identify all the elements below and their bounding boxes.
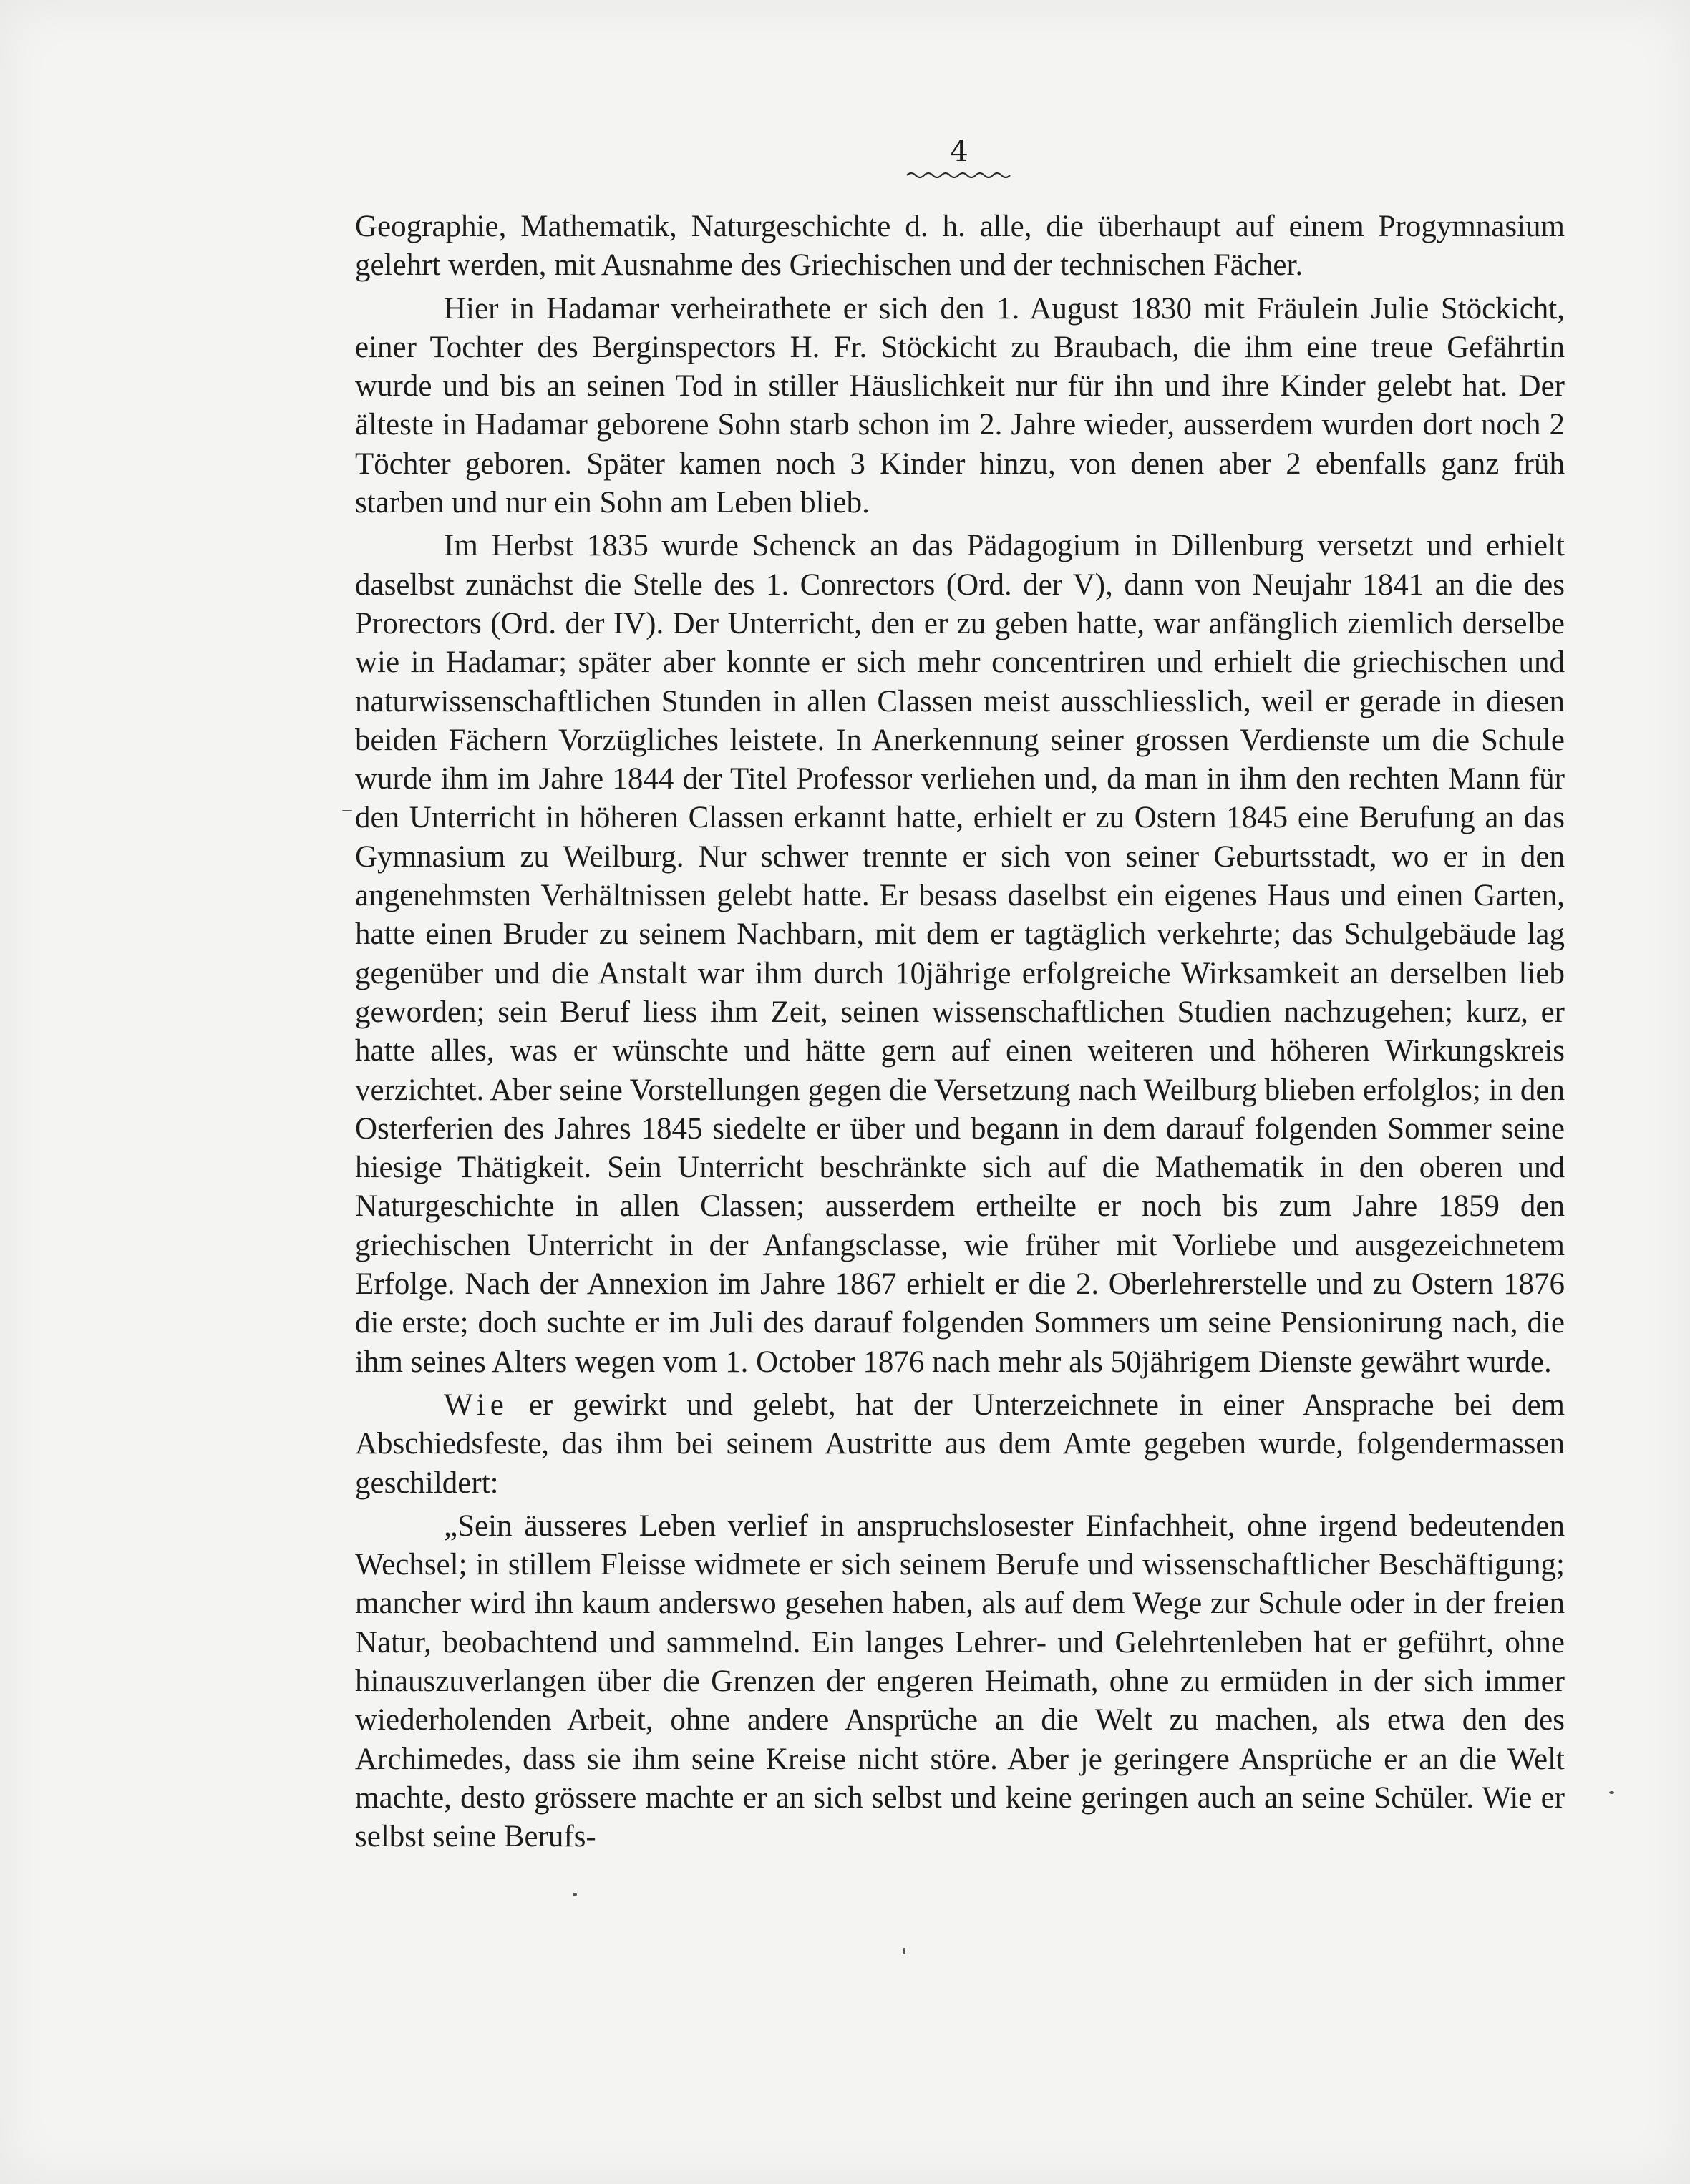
paper-speck: [573, 1893, 577, 1896]
paper-speck: [903, 1948, 905, 1954]
paragraph-1: [355, 208, 1565, 286]
paragraph-1-text: Geographie, Mathematik, Naturgeschichte d. h. alle, die überhaupt auf einem Progymnasium gelehrt werden, mit Ausnahme des Griechischen und der technischen Fächer.: [355, 210, 1565, 283]
paragraph-3-text: Im Herbst 1835 wurde Schenck an das Pädagogium in Dillenburg versetzt und erhielt daselbst zunächst die Stelle des 1. Conrectors (Ord. der V), dann von Neujahr 1841 an die des Prorectors (Ord. der IV). Der Unterricht, den er zu geben hatte, war anfänglich ziemlich derselbe wie in Hadamar; später aber konnte er sich mehr concentriren und erhielt die griechischen und naturwissenschaftlichen Stunden in allen Classen meist ausschliesslich, weil er gerade in diesen beiden Fächern Vorzügliches leistete. In Anerkennung seiner grossen Verdienste um die Schule wurde ihm im Jahre 1844 der Titel Professor verliehen und, da man in ihm den rechten Mann für den Unterricht in höheren Classen erkannt hatte, erhielt er zu Ostern 1845 eine Berufung an das Gymnasium zu Weilburg. Nur schwer trennte er sich von seiner Geburtsstadt, wo er in den angenehmsten Verhältnissen gelebt hatte. Er besass daselbst ein eigenes Haus und einen Garten, hatte einen Bruder zu seinem Nachbarn, mit dem er tagtäglich verkehrte; das Schulgebäude lag gegenüber und die Anstalt war ihm durch 10jährige erfolgreiche Wirksamkeit an derselben lieb geworden; sein Beruf liess ihm Zeit, seinen wissenschaftlichen Studien nachzugehen; kurz, er hatte alles, was er wünschte und hätte gern auf einen weiteren und höheren Wirkungskreis verzichtet. Aber seine Vorstellungen gegen die Versetzung nach Weilburg blieben erfolglos; in den Osterferien des Jahres 1845 siedelte er über und begann in dem darauf folgenden Sommer seine hiesige Thätigkeit. Sein Unterricht beschränkte sich auf die Mathematik in den oberen und Naturgeschichte in allen Classen; ausserdem ertheilte er noch bis zum Jahre 1859 den griechischen Unterricht in der Anfangsclasse, wie früher mit Vorliebe und ausgezeichnetem Erfolge. Nach der Annexion im Jahre 1867 erhielt er die 2. Oberlehrerstelle und zu Ostern 1876 die erste; doch suchte er im Juli des darauf folgenden Sommers um seine Pensionirung nach, die ihm seines Alters wegen vom 1. October 1876 nach mehr als 50jährigem Dienste gewährt wurde.: [355, 529, 1565, 1379]
paragraph-3: [355, 527, 1565, 1382]
paper-speck: [342, 810, 352, 811]
body-text: [355, 208, 1565, 1861]
page-number: 4: [950, 135, 968, 168]
paragraph-2-text: Hier in Hadamar verheirathete er sich den 1. August 1830 mit Fräulein Julie Stöckicht, einer Tochter des Berginspectors H. Fr. Stöckicht zu Braubach, die ihm eine treue Gefährtin wurde und bis an seinen Tod in stiller Häuslichkeit nur für ihn und ihre Kinder gelebt hat. Der älteste in Hadamar geborene Sohn starb schon im 2. Jahre wieder, ausserdem wurden dort noch 2 Töchter geboren. Später kamen noch 3 Kinder hinzu, von denen aber 2 ebenfalls ganz früh starben und nur ein Sohn am Leben blieb.: [355, 291, 1565, 520]
paragraph-4-spaced-word: Wie: [444, 1388, 509, 1422]
paragraph-4: [355, 1386, 1565, 1503]
paragraph-4-text: er gewirkt und gelebt, hat der Unterzeichnete in einer Ansprache bei dem Abschiedsfeste, das ihm bei seinem Austritte aus dem Amte gegeben wurde, folgendermassen geschildert:: [355, 1388, 1565, 1500]
paragraph-2: [355, 290, 1565, 523]
wavy-ornament-icon: [905, 170, 1013, 180]
paragraph-5-text: „Sein äusseres Leben verlief in anspruchslosester Einfachheit, ohne irgend bedeutenden Wechsel; in stillem Fleisse widmete er sich seinem Berufe und wissenschaftlicher Beschäftigung; mancher wird ihn kaum anderswo gesehen haben, als auf dem Wege zur Schule oder in der freien Natur, beobachtend und sammelnd. Ein langes Lehrer- und Gelehrtenleben hat er geführt, ohne hinauszuverlangen über die Grenzen der engeren Heimath, ohne zu ermüden in der sich immer wiederholenden Arbeit, ohne andere Ansprüche an die Welt zu machen, als etwa den des Archimedes, dass sie ihm seine Kreise nicht störe. Aber je geringere Ansprüche er an die Welt machte, desto grössere machte er an sich selbst und keine geringen auch an seine Schüler. Wie er selbst seine Berufs-: [355, 1508, 1565, 1854]
paper-speck: [1609, 1791, 1614, 1794]
paragraph-5: [355, 1507, 1565, 1857]
page-header: [902, 133, 1016, 180]
